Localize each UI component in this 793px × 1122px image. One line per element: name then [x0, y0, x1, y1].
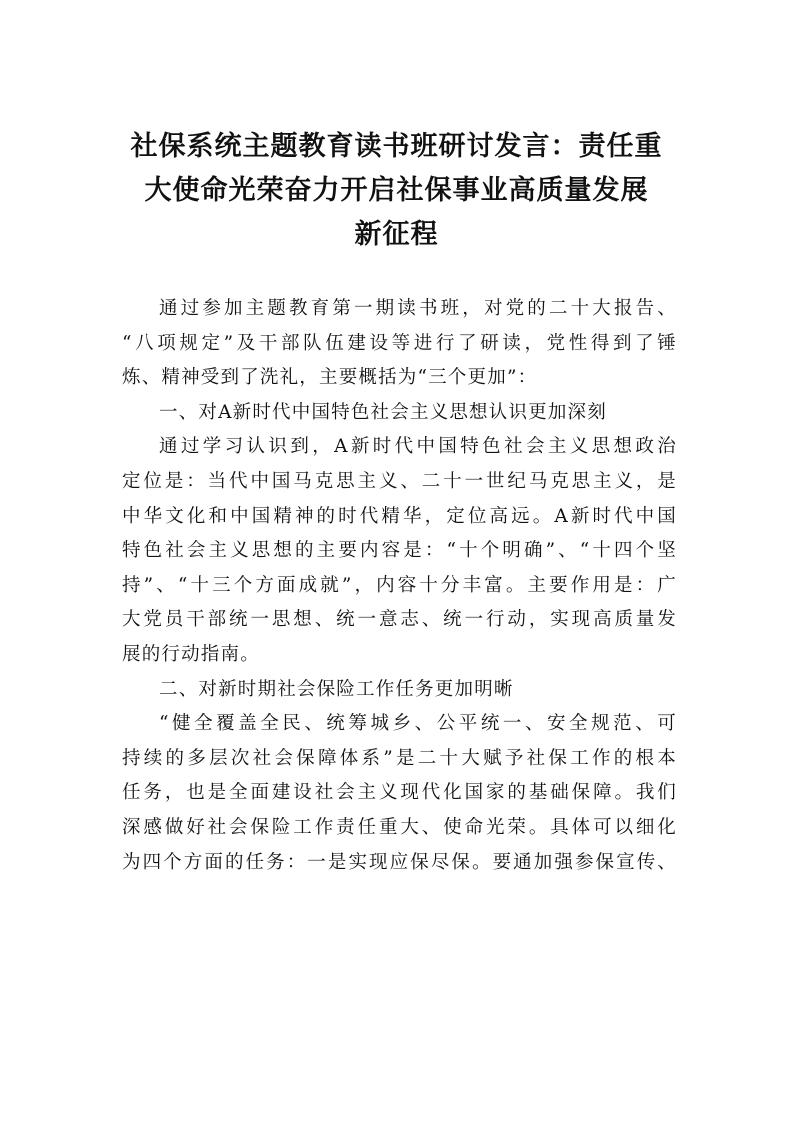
text-line: 持续的多层次社会保障体系”是二十大赋予社保工作的根本	[122, 747, 677, 769]
section-heading: 二、对新时期社会保险工作任务更加明晰	[159, 678, 514, 700]
body-paragraph	[122, 430, 677, 672]
text-line: “健全覆盖全民、统筹城乡、公平统一、安全规范、可	[159, 713, 677, 735]
text-line: 特色社会主义思想的主要内容是：“十个明确”、“十四个坚	[122, 540, 677, 562]
text-line: 为四个方面的任务：一是实现应保尽保。要通加强参保宣传、	[122, 851, 677, 873]
title-line: 大使命光荣奋力开启社保事业高质量发展	[144, 175, 649, 206]
text-line: 展的行动指南。	[122, 643, 260, 665]
document-body	[122, 292, 677, 880]
title-line: 新征程	[354, 219, 439, 250]
text-line: “八项规定”及干部队伍建设等进行了研读，党性得到了锤	[122, 332, 677, 354]
text-line: 任务，也是全面建设社会主义现代化国家的基础保障。我们	[122, 782, 677, 804]
body-paragraph	[122, 707, 677, 880]
text-line: 持”、“十三个方面成就”，内容十分丰富。主要作用是：广	[122, 574, 677, 596]
body-paragraph	[122, 292, 677, 396]
text-line: 炼、精神受到了洗礼，主要概括为“三个更加”：	[122, 367, 538, 389]
text-line: 通过参加主题教育第一期读书班，对党的二十大报告、	[159, 298, 677, 319]
text-line: 定位是：当代中国马克思主义、二十一世纪马克思主义，是	[122, 470, 677, 492]
section-heading: 一、对A新时代中国特色社会主义思想认识更加深刻	[159, 401, 607, 423]
text-line: 中华文化和中国精神的时代精华，定位高远。A新时代中国	[122, 505, 677, 527]
document-title	[110, 125, 683, 257]
title-line: 社保系统主题教育读书班研讨发言：责任重	[130, 131, 663, 162]
text-line: 通过学习认识到，A新时代中国特色社会主义思想政治	[159, 436, 677, 458]
text-line: 大党员干部统一思想、统一意志、统一行动，实现高质量发	[122, 609, 677, 631]
text-line: 深感做好社会保险工作责任重大、使命光荣。具体可以细化	[122, 816, 677, 838]
